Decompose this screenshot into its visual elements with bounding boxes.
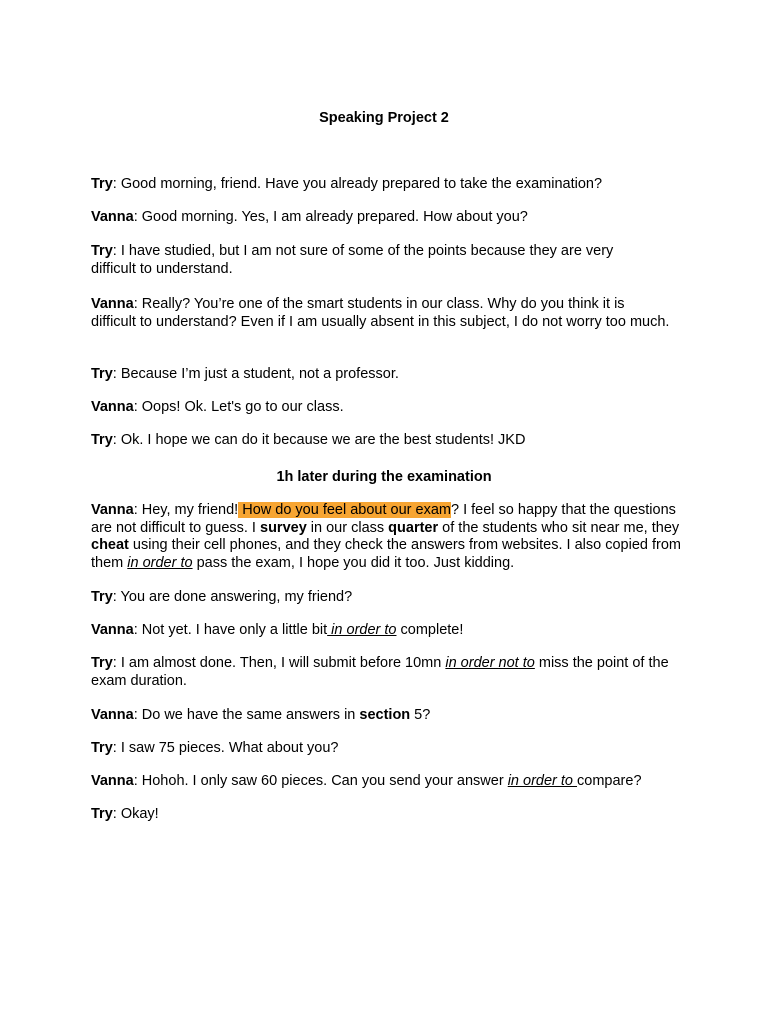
dialogue-text: : I have studied, but I am not sure of some of the points because they are very difficult to understand. — [91, 243, 614, 277]
speaker-name: Vanna — [91, 773, 134, 789]
dialogue-line — [91, 773, 711, 791]
dialogue-text: using their cell phones, and they check the answers from websites. I also copied from them — [91, 537, 681, 571]
dialogue-text: miss the point of the exam duration. — [91, 655, 669, 689]
dialogue-text: of the students who sit near me, they — [438, 519, 680, 536]
underlined-phrase: in order to — [507, 773, 578, 789]
dialogue-line — [91, 707, 689, 725]
dialogue-line — [91, 740, 689, 758]
dialogue-line — [91, 502, 691, 572]
dialogue-text: : Okay! — [112, 806, 159, 822]
dialogue-line — [91, 589, 689, 607]
dialogue-line — [91, 366, 689, 384]
bold-term: quarter — [388, 519, 439, 536]
document-title: Speaking Project 2 — [319, 110, 449, 126]
dialogue-text: : Because I’m just a student, not a professor. — [112, 366, 399, 382]
speaker-name: Try — [91, 655, 113, 671]
dialogue-text: : Ok. I hope we can do it because we are the best students! JKD — [112, 432, 526, 448]
dialogue-text: : Oops! Ok. Let's go to our class. — [133, 399, 344, 415]
dialogue-text: : Good morning. Yes, I am already prepared. How about you? — [133, 209, 528, 225]
underlined-phrase: in order to — [127, 554, 193, 571]
dialogue-line — [91, 655, 691, 690]
dialogue-line — [91, 432, 689, 450]
bold-term: section — [359, 707, 411, 723]
speaker-name: Try — [91, 589, 113, 605]
dialogue-text: 5? — [410, 707, 431, 723]
dialogue-text: : Not yet. I have only a little bit — [133, 622, 328, 638]
dialogue-text: : You are done answering, my friend? — [112, 589, 353, 605]
underlined-phrase: in order to — [327, 622, 397, 638]
bold-term: cheat — [91, 537, 129, 553]
dialogue-line — [91, 296, 671, 331]
dialogue-line — [91, 209, 689, 227]
dialogue-text: ? I feel so happy that the questions are not difficult to guess. I — [91, 502, 676, 536]
underlined-phrase: in order not to — [445, 655, 535, 671]
speaker-name: Vanna — [91, 399, 134, 415]
speaker-name: Try — [91, 366, 113, 382]
dialogue-text: : I am almost done. Then, I will submit before 10mn — [112, 655, 446, 671]
speaker-name: Try — [91, 806, 113, 822]
dialogue-text: : Hohoh. I only saw 60 pieces. Can you send your answer — [133, 773, 508, 789]
speaker-name: Vanna — [91, 296, 134, 312]
speaker-name: Vanna — [91, 209, 134, 225]
dialogue-line — [91, 176, 689, 194]
dialogue-text: : I saw 75 pieces. What about you? — [112, 740, 339, 756]
dialogue-text: in our class — [306, 519, 389, 536]
dialogue-text: : Good morning, friend. Have you already prepared to take the examination? — [112, 176, 603, 192]
dialogue-text: pass the exam, I hope you did it too. Just kidding. — [192, 554, 515, 571]
dialogue-text: : Really? You’re one of the smart students in our class. Why do you think it is difficult to understand? Even if I am usually absent in this subject, I do not worry too much. — [91, 296, 670, 330]
dialogue-line — [91, 806, 689, 824]
speaker-name: Try — [91, 740, 113, 756]
dialogue-text: : Do we have the same answers in — [133, 707, 360, 723]
dialogue-line — [91, 399, 689, 417]
speaker-name: Try — [91, 176, 113, 192]
dialogue-text: compare? — [577, 773, 642, 789]
speaker-name: Vanna — [91, 622, 134, 638]
bold-term: survey — [260, 519, 307, 536]
highlighted-question: How do you feel about our exam — [238, 502, 451, 518]
speaker-name: Try — [91, 243, 113, 259]
dialogue-text: : Hey, my friend! — [133, 502, 239, 518]
speaker-name: Vanna — [91, 707, 134, 723]
dialogue-line — [91, 622, 689, 640]
dialogue-line — [91, 243, 651, 278]
speaker-name: Try — [91, 432, 113, 448]
section-heading: 1h later during the examination — [276, 469, 492, 485]
dialogue-text: complete! — [396, 622, 464, 638]
speaker-name: Vanna — [91, 502, 134, 518]
